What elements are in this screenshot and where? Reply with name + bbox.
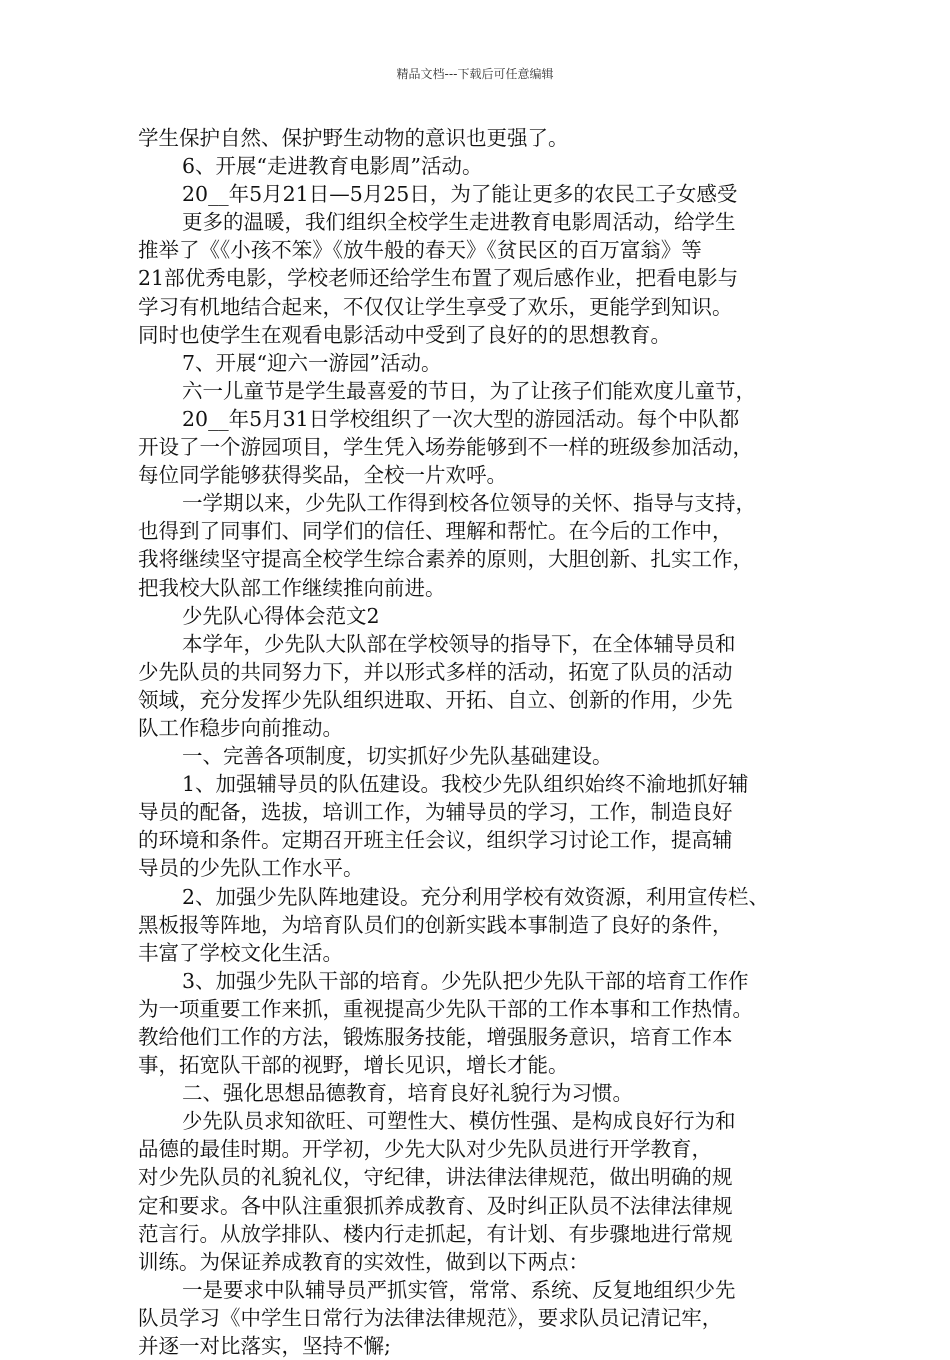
text-line: 更多的温暖，我们组织全校学生走进教育电影周活动，给学生 — [182, 210, 736, 235]
text-line: 20__年5月31日学校组织了一次大型的游园活动。每个中队都 — [182, 406, 740, 431]
text-line: 黑板报等阵地，为培育队员们的创新实践本事制造了良好的条件， — [138, 912, 733, 937]
text-line: 2、加强少先队阵地建设。充分利用学校有效资源，利用宣传栏、 — [182, 884, 770, 909]
text-line: 本学年，少先队大队部在学校领导的指导下，在全体辅导员和 — [182, 631, 736, 656]
text-line: 学生保护自然、保护野生动物的意识也更强了。 — [138, 126, 569, 150]
text-line: 并逐一对比落实，坚持不懈; — [138, 1334, 391, 1359]
text-line: 推举了《《小孩不笨》《放牛般的春天》《贫民区的百万富翁》等 — [138, 238, 702, 263]
text-line: 对少先队员的礼貌礼仪，守纪律，讲法律法律规范，做出明确的规 — [138, 1165, 733, 1190]
text-line: 一学期以来，少先队工作得到校各位领导的关怀、指导与支持， — [182, 491, 756, 516]
text-line: 21部优秀电影，学校老师还给学生布置了观后感作业，把看电影与 — [138, 266, 739, 291]
text-line: 也得到了同事们、同学们的信任、理解和帮忙。在今后的工作中， — [138, 519, 733, 544]
text-line: 一、完善各项制度，切实抓好少先队基础建设。 — [182, 744, 613, 769]
text-line: 每位同学能够获得奖品，全校一片欢呼。 — [138, 463, 507, 488]
text-line: 少先队员的共同努力下，并以形式多样的活动，拓宽了队员的活动 — [138, 659, 733, 684]
text-line: 3、加强少先队干部的培育。少先队把少先队干部的培育工作作 — [182, 968, 749, 993]
text-line: 7、开展“迎六一游园”活动。 — [182, 350, 442, 375]
text-line: 范言行。从放学排队、楼内行走抓起，有计划、有步骤地进行常规 — [138, 1221, 733, 1246]
text-line: 品德的最佳时期。开学初，少先大队对少先队员进行开学教育， — [138, 1137, 712, 1162]
text-line: 的环境和条件。定期召开班主任会议，组织学习讨论工作，提高辅 — [138, 828, 733, 853]
page-header: 精品文档---下载后可任意编辑 — [396, 67, 554, 81]
text-line: 少先队员求知欲旺、可塑性大、模仿性强、是构成良好行为和 — [182, 1109, 736, 1134]
text-line: 少先队心得体会范文2 — [182, 603, 380, 628]
text-line: 定和要求。各中队注重狠抓养成教育、及时纠正队员不法律法律规 — [138, 1193, 733, 1218]
text-line: 一是要求中队辅导员严抓实管，常常、系统、反复地组织少先 — [182, 1277, 736, 1302]
text-line: 学习有机地结合起来，不仅仅让学生享受了欢乐，更能学到知识。 — [138, 294, 733, 319]
document-body — [138, 124, 826, 1360]
text-line: 领域，充分发挥少先队组织进取、开拓、自立、创新的作用，少先 — [138, 687, 733, 712]
text-line: 队工作稳步向前推动。 — [138, 715, 343, 740]
text-line: 20__年5月21日—5月25日，为了能让更多的农民工子女感受 — [182, 182, 738, 207]
text-line: 事，拓宽队干部的视野，增长见识，增长才能。 — [138, 1053, 569, 1078]
text-line: 丰富了学校文化生活。 — [138, 940, 343, 965]
text-line: 我将继续坚守提高全校学生综合素养的原则，大胆创新、扎实工作， — [138, 547, 753, 572]
text-line: 导员的少先队工作水平。 — [138, 856, 364, 881]
text-line: 二、强化思想品德教育，培育良好礼貌行为习惯。 — [182, 1081, 633, 1106]
text-line: 为一项重要工作来抓，重视提高少先队干部的工作本事和工作热情。 — [138, 996, 753, 1021]
text-line: 同时也使学生在观看电影活动中受到了良好的的思想教育。 — [138, 322, 671, 347]
text-line: 6、开展“走进教育电影周”活动。 — [182, 154, 483, 179]
text-line: 开设了一个游园项目，学生凭入场券能够到不一样的班级参加活动， — [138, 435, 753, 460]
text-line: 把我校大队部工作继续推向前进。 — [138, 575, 446, 600]
text-line: 训练。为保证养成教育的实效性，做到以下两点： — [138, 1249, 589, 1274]
text-line: 队员学习《中学生日常行为法律法律规范》，要求队员记清记牢， — [138, 1305, 723, 1330]
text-line: 1、加强辅导员的队伍建设。我校少先队组织始终不渝地抓好辅 — [182, 772, 749, 797]
text-line: 导员的配备，选拔，培训工作，为辅导员的学习，工作，制造良好 — [138, 800, 733, 825]
text-line: 教给他们工作的方法，锻炼服务技能，增强服务意识，培育工作本 — [138, 1025, 733, 1049]
text-line: 六一儿童节是学生最喜爱的节日，为了让孩子们能欢度儿童节， — [182, 378, 756, 403]
